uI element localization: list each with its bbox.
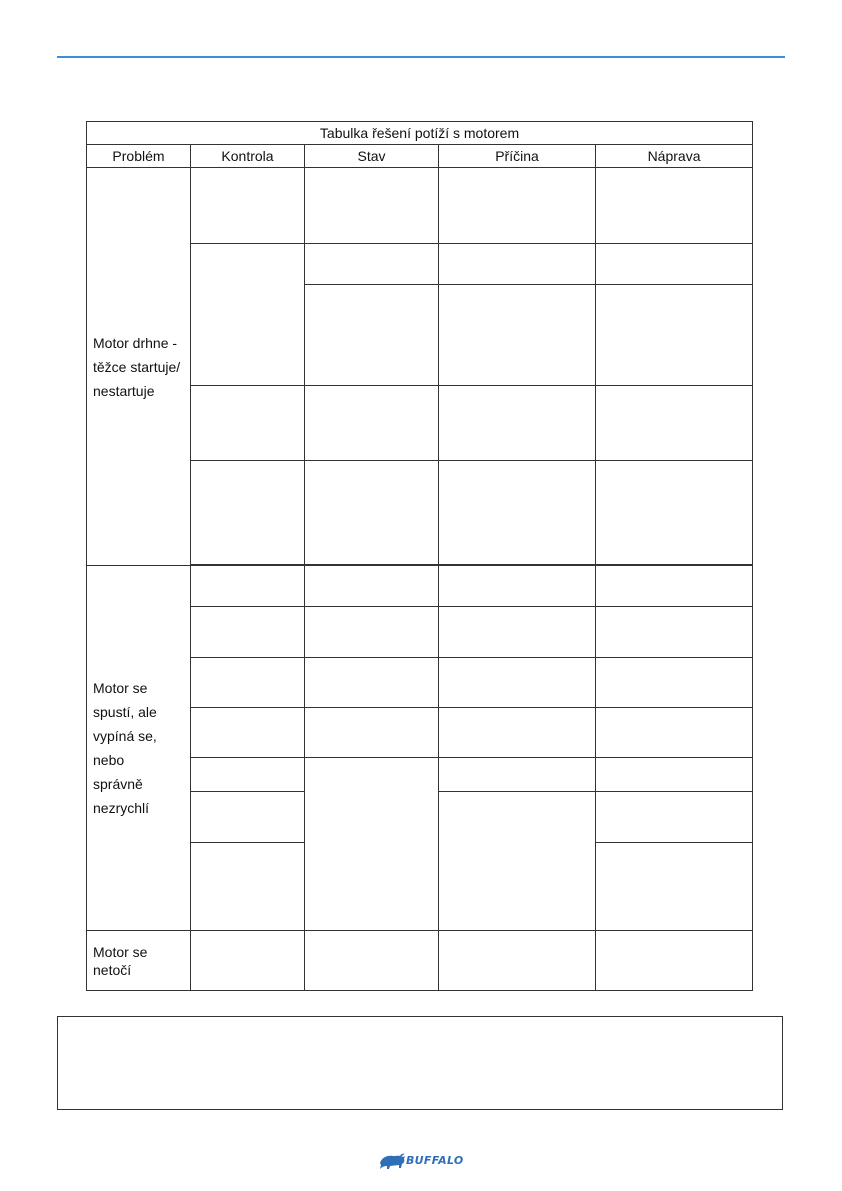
table-cell <box>191 843 305 931</box>
problem-1-line: Motor drhne - <box>93 334 178 351</box>
table-cell <box>439 931 596 991</box>
problem-cell-1 <box>87 168 191 566</box>
header-rule <box>57 56 785 58</box>
table-cell <box>439 708 596 758</box>
table-title: Tabulka řešení potíží s motorem <box>87 122 753 145</box>
troubleshooting-table <box>86 121 753 991</box>
table-cell <box>439 461 596 565</box>
table-cell <box>305 285 439 386</box>
problem-1-line: nestartuje <box>93 382 155 399</box>
logo-text: BUFFALO <box>406 1154 464 1167</box>
table-cell <box>191 658 305 708</box>
table-cell <box>191 386 305 461</box>
note-box <box>57 1016 783 1110</box>
table-cell <box>439 566 596 607</box>
table-cell <box>439 386 596 461</box>
brand-logo <box>378 1151 468 1173</box>
table-cell <box>191 607 305 658</box>
table-cell <box>191 244 305 386</box>
table-cell <box>191 758 305 792</box>
table-cell <box>596 931 753 991</box>
problem-3-line: Motor se <box>93 943 148 960</box>
table-cell <box>305 708 439 758</box>
troubleshooting-table-container <box>86 121 752 991</box>
table-cell <box>191 168 305 244</box>
table-cell <box>305 168 439 244</box>
problem-cell-2 <box>87 566 191 931</box>
problem-3-line: netočí <box>93 961 132 978</box>
table-cell <box>191 461 305 565</box>
header-remedy: Náprava <box>596 145 753 168</box>
header-check: Kontrola <box>191 145 305 168</box>
problem-2-line: nebo <box>93 752 125 768</box>
table-cell <box>305 386 439 461</box>
table-cell <box>439 168 596 244</box>
table-cell <box>191 566 305 607</box>
table-cell <box>439 658 596 708</box>
buffalo-icon <box>378 1151 406 1171</box>
problem-cell-3 <box>87 931 191 991</box>
table-cell <box>596 285 753 386</box>
table-cell <box>305 931 439 991</box>
table-cell <box>596 168 753 244</box>
table-cell <box>596 792 753 843</box>
table-cell <box>305 461 439 565</box>
table-cell <box>596 758 753 792</box>
table-row <box>87 168 753 244</box>
table-header-row <box>87 145 753 168</box>
table-cell <box>439 607 596 658</box>
table-cell <box>439 285 596 386</box>
table-cell <box>596 244 753 285</box>
problem-2-line: Motor se <box>93 680 148 696</box>
header-problem: Problém <box>87 145 191 168</box>
table-cell <box>191 708 305 758</box>
problem-2-line: vypíná se, <box>93 728 157 744</box>
table-cell <box>191 931 305 991</box>
table-cell <box>439 792 596 931</box>
table-cell <box>596 607 753 658</box>
table-cell <box>596 708 753 758</box>
table-cell <box>305 758 439 931</box>
table-cell <box>596 658 753 708</box>
table-row <box>87 566 753 607</box>
table-cell <box>596 566 753 607</box>
problem-1-line: těžce startuje/ <box>93 358 181 375</box>
table-cell <box>596 461 753 565</box>
table-cell <box>305 607 439 658</box>
table-cell <box>191 792 305 843</box>
header-cause: Příčina <box>439 145 596 168</box>
table-cell <box>596 386 753 461</box>
table-cell <box>305 566 439 607</box>
table-cell <box>596 843 753 931</box>
table-cell <box>305 658 439 708</box>
table-cell <box>439 758 596 792</box>
problem-2-line: nezrychlí <box>93 800 150 816</box>
header-state: Stav <box>305 145 439 168</box>
problem-2-line: správně <box>93 776 143 792</box>
table-cell <box>305 244 439 285</box>
problem-2-line: spustí, ale <box>93 704 157 720</box>
table-row <box>87 931 753 991</box>
table-cell <box>439 244 596 285</box>
